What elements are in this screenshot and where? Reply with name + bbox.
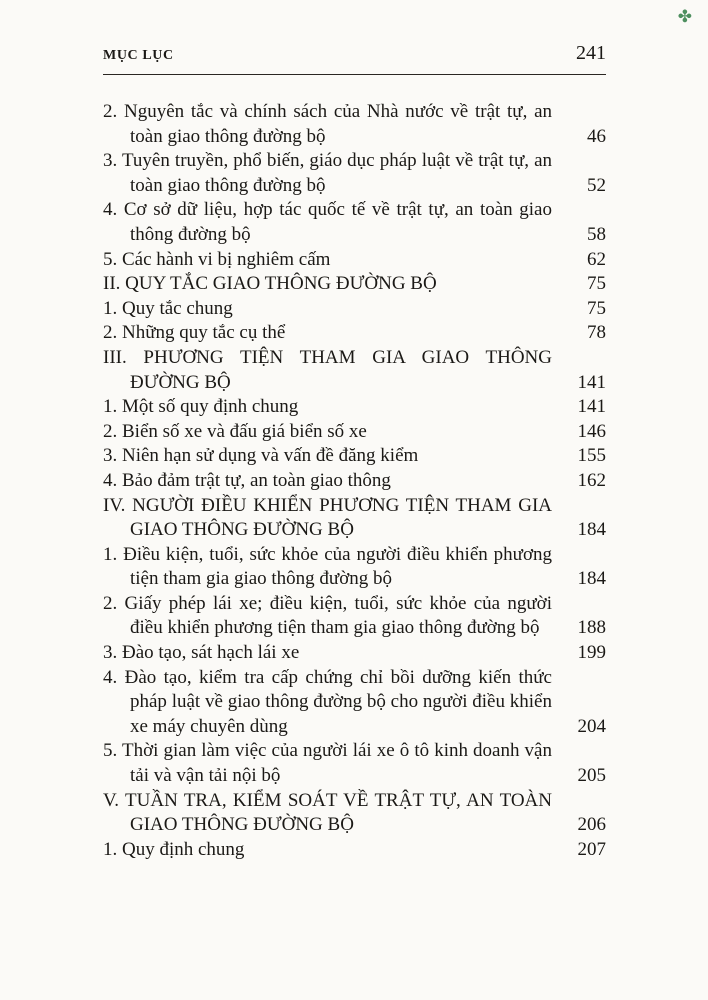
toc-entry-title: II. QUY TẮC GIAO THÔNG ĐƯỜNG BỘ (103, 273, 437, 295)
toc-entry-page-number: 204 (577, 715, 606, 737)
toc-entry-page-number: 207 (577, 838, 606, 860)
toc-entry-title: 2. Giấy phép lái xe; điều kiện, tuổi, sức khỏe của người điều khiển phương tiện tham gia giao thông đường bộ (103, 592, 552, 639)
toc-entry-page-number: 75 (587, 273, 606, 295)
toc-entry-title: V. TUẦN TRA, KIỂM SOÁT VỀ TRẬT TỰ, AN TOÀN GIAO THÔNG ĐƯỜNG BỘ (103, 789, 552, 836)
toc-entry-title: III. PHƯƠNG TIỆN THAM GIA GIAO THÔNG ĐƯỜNG BỘ (103, 346, 552, 393)
toc-entry-page-number: 46 (587, 125, 606, 147)
toc-entry-title: 5. Các hành vi bị nghiêm cấm (103, 248, 331, 270)
toc-entry-page-number: 78 (587, 322, 606, 344)
toc-entry-title: 2. Biển số xe và đấu giá biển số xe (103, 420, 367, 442)
toc-entry-page-number: 62 (587, 248, 606, 270)
corner-flower-icon: ✤ (677, 7, 692, 26)
toc-entry (103, 666, 606, 740)
toc-entry-title: 2. Nguyên tắc và chính sách của Nhà nước về trật tự, an toàn giao thông đường bộ (103, 101, 552, 147)
toc-entry-title: IV. NGƯỜI ĐIỀU KHIỂN PHƯƠNG TIỆN THAM GIA GIAO THÔNG ĐƯỜNG BỘ (103, 494, 552, 541)
toc-entry-page-number: 162 (577, 469, 606, 491)
toc-entry-title: 5. Thời gian làm việc của người lái xe ô tô kinh doanh vận tải và vận tải nội bộ (103, 740, 552, 787)
toc-entry (103, 543, 606, 592)
toc-entry-title: 4. Đào tạo, kiểm tra cấp chứng chỉ bồi dưỡng kiến thức pháp luật về giao thông đường bộ cho người điều khiển xe máy chuyên dùng (103, 666, 552, 737)
toc-entry (103, 248, 606, 273)
header-page-number: 241 (576, 42, 606, 64)
toc-entry (103, 444, 606, 469)
page-header (103, 42, 606, 75)
toc-entry (103, 297, 606, 322)
toc-entry-page-number: 52 (587, 174, 606, 196)
toc-entry (103, 346, 606, 395)
toc-entry (103, 321, 606, 346)
toc-entry (103, 789, 606, 838)
toc-entry-page-number: 141 (577, 371, 606, 393)
toc-entry-title: 1. Điều kiện, tuổi, sức khỏe của người điều khiển phương tiện tham gia giao thông đường bộ (103, 543, 552, 590)
toc-entry (103, 198, 606, 247)
toc-entry-page-number: 184 (577, 568, 606, 590)
toc-entry-title: 2. Những quy tắc cụ thể (103, 322, 286, 344)
toc-entry-title: 3. Niên hạn sử dụng và vấn đề đăng kiểm (103, 445, 419, 467)
toc-entry-page-number: 75 (587, 297, 606, 319)
toc-entry-page-number: 188 (577, 617, 606, 639)
toc-entry (103, 395, 606, 420)
toc-entry (103, 739, 606, 788)
table-of-contents (103, 100, 606, 862)
toc-entry-page-number: 58 (587, 223, 606, 245)
toc-entry (103, 469, 606, 494)
toc-entry-title: 1. Quy tắc chung (103, 297, 233, 319)
toc-entry-page-number: 206 (577, 814, 606, 836)
toc-entry (103, 420, 606, 445)
toc-entry (103, 641, 606, 666)
toc-entry (103, 494, 606, 543)
toc-entry (103, 272, 606, 297)
toc-entry (103, 100, 606, 149)
toc-entry-page-number: 199 (577, 642, 606, 664)
toc-entry-page-number: 146 (577, 420, 606, 442)
toc-entry-title: 3. Tuyên truyền, phổ biến, giáo dục pháp luật về trật tự, an toàn giao thông đường bộ (103, 150, 552, 196)
toc-entry (103, 838, 606, 863)
toc-entry-page-number: 184 (577, 519, 606, 541)
toc-entry-title: 4. Cơ sở dữ liệu, hợp tác quốc tế về trật tự, an toàn giao thông đường bộ (103, 199, 552, 245)
header-section-title: MỤC LỤC (103, 48, 174, 63)
toc-entry-title: 4. Bảo đảm trật tự, an toàn giao thông (103, 469, 391, 491)
toc-entry-page-number: 141 (577, 396, 606, 418)
toc-entry (103, 592, 606, 641)
toc-entry-title: 3. Đào tạo, sát hạch lái xe (103, 642, 300, 664)
toc-entry-page-number: 155 (577, 445, 606, 467)
toc-entry-title: 1. Một số quy định chung (103, 396, 299, 418)
toc-entry-page-number: 205 (577, 765, 606, 787)
toc-entry (103, 149, 606, 198)
toc-entry-title: 1. Quy định chung (103, 838, 245, 860)
